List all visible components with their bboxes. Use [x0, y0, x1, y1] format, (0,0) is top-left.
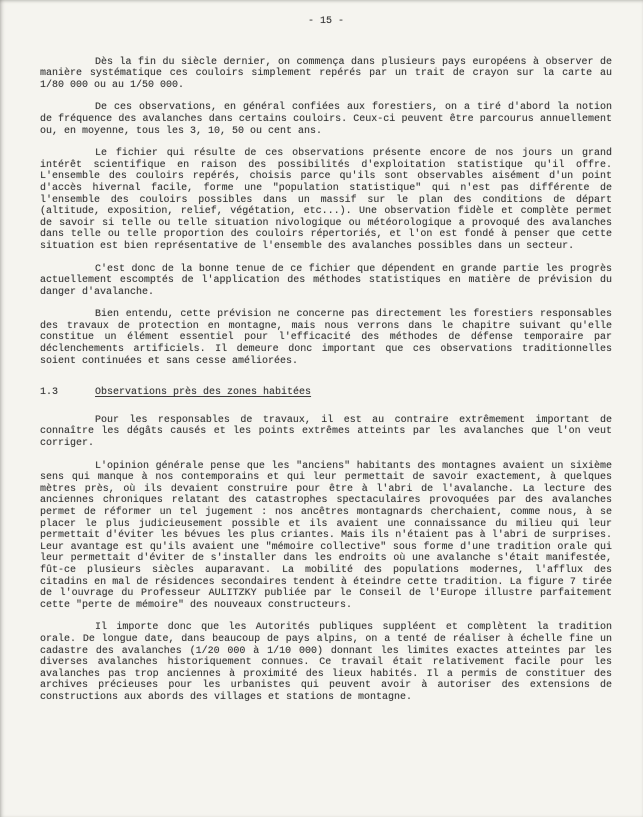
- section-number: 1.3: [40, 387, 59, 399]
- paragraph: Dès la fin du siècle dernier, on commença dans plusieurs pays européens à observer de manière systématique ces couloirs simplement repérés par un trait de crayon sur la carte au 1/80 000 ou au 1/50 000.: [40, 56, 612, 91]
- section-title: Observations près des zones habitées: [95, 387, 312, 399]
- paragraph: Bien entendu, cette prévision ne concerne pas directement les forestiers responsables des travaux de protection en montagne, mais nous verrons dans le chapitre suivant qu'elle constitue un élément essentiel pour l'efficacité des méthodes de défense temporaire par déclenchements artificiels. Il demeure donc important que ces observations traditionnelles soient continuées et sans cesse améliorées.: [40, 309, 612, 367]
- paragraph: L'opinion générale pense que les "anciens" habitants des montagnes avaient un sixième sens qui manque à nos contemporains et qui leur permettait de savoir exactement, à quelques mètres près, où ils devaient construire pour être à l'abri de l'avalanche. La lecture des anciennes chroniques relatant des catastrophes spectaculaires provoquées par des avalanches permet de réformer un tel jugement : nos ancêtres montagnards cherchaient, comme nous, à se placer le plus judicieusement possible et ils avaient une connaissance du milieu qui leur permettait d'éviter les bévues les plus criantes. Mais ils n'étaient pas à l'abri de surprises. Leur avantage est qu'ils avaient une "mémoire collective" sous forme d'une tradition orale qui leur permettait d'éviter de s'installer dans les endroits où une avalanche s'était manifestée, fût-ce plusieurs siècles auparavant. La mobilité des populations modernes, l'afflux des citadins en mal de résidences secondaires tendent à éteindre cette tradition. La figure 7 tirée de l'ouvrage du Professeur AULITZKY publiée par le Conseil de l'Europe illustre parfaitement cette "perte de mémoire" des nouveaux constructeurs.: [40, 460, 612, 611]
- paragraph: C'est donc de la bonne tenue de ce fichier que dépendent en grande partie les progrès actuellement escomptés de l'application des méthodes statistiques en matière de prévision du danger d'avalanche.: [40, 263, 612, 298]
- paragraph: De ces observations, en général confiées aux forestiers, on a tiré d'abord la notion de fréquence des avalanches dans certains couloirs. Ceux-ci peuvent être parcourus annuellement ou, en moyenne, tous les 3, 10, 50 ou cent ans.: [40, 102, 612, 137]
- page-number: - 15 -: [307, 16, 344, 27]
- paragraph: Pour les responsables de travaux, il est au contraire extrêmement important de connaître les dégâts causés et les points extrêmes atteints par les avalanches que l'on veut corriger.: [40, 414, 612, 450]
- paragraph: Il importe donc que les Autorités publiques suppléent et complètent la tradition orale. De longue date, dans beaucoup de pays alpins, on a tenté de réaliser à échelle fine un cadastre des avalanches (1/20 000 à 1/10 000) donnant les limites exactes atteintes par les diverses avalanches historiquement connues. Ce travail était relativement facile pour les avalanches pas trop anciennes à proximité des lieux habités. Il a permis de constituer des archives précieuses pour les urbanistes qui peuvent avoir à autoriser des extensions de constructions aux abords des villages et stations de montagne.: [40, 622, 612, 703]
- section-heading: [40, 387, 612, 399]
- paragraph: Le fichier qui résulte de ces observations présente encore de nos jours un grand intérêt scientifique en raison des possibilités d'exploitation statistique qu'il offre. L'ensemble des couloirs repérés, choisis parce qu'ils sont observables aisément d'un point d'accès hivernal facile, forme une "population statistique" qui n'est pas différente de l'ensemble des couloirs possibles dans un massif sur le plan des conditions de départ (altitude, exposition, relief, végétation, etc...). Une observation fidèle et complète permet de savoir si telle ou telle situation nivologique ou météorologique a provoqué des avalanches dans telle ou telle proportion des couloirs répertoriés, et l'on est fondé à penser que cette situation est bien représentative de l'ensemble des avalanches possibles dans un secteur.: [40, 148, 612, 252]
